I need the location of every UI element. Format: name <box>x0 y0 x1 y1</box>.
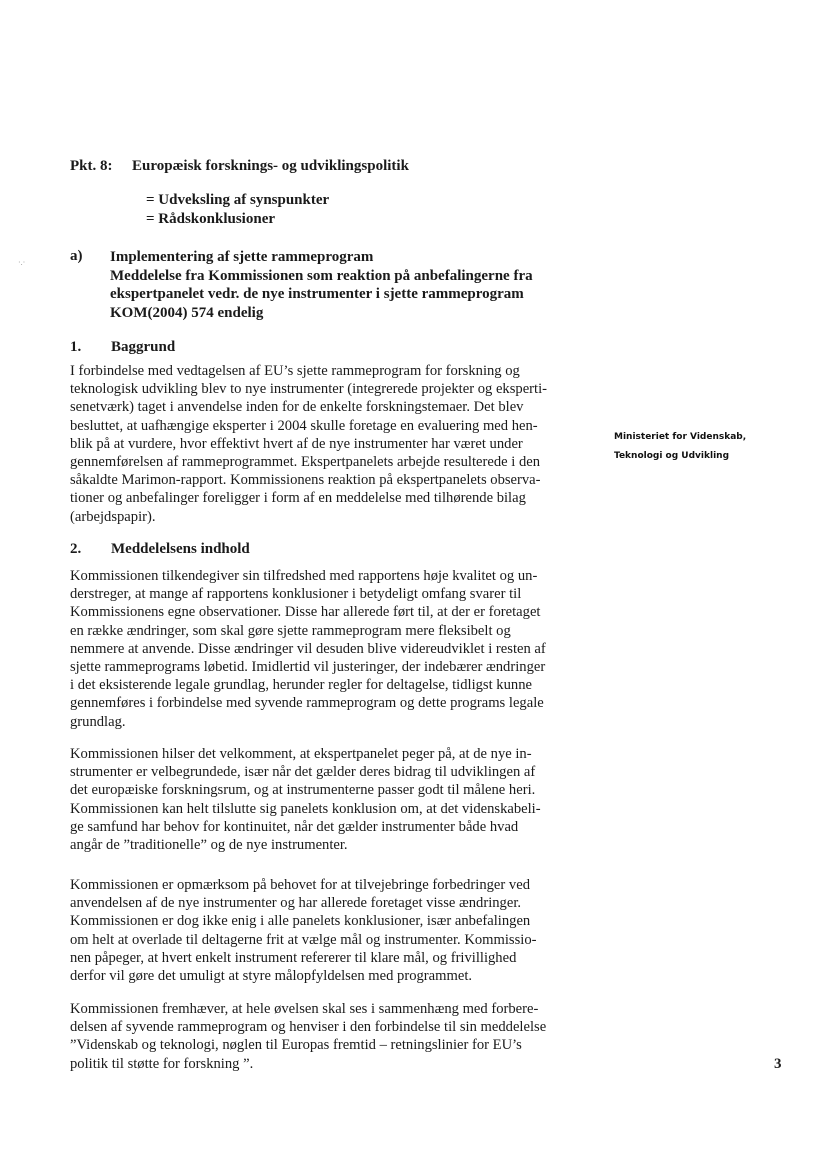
paragraph-line: Kommissionen fremhæver, at hele øvelsen skal ses i sammenhæng med forbere- <box>70 1001 539 1017</box>
page-number: 3 <box>774 1056 782 1072</box>
section-1-heading <box>70 339 470 359</box>
ministry-name-line: Ministeriet for Videnskab, <box>614 432 747 442</box>
section-a-line: ekspertpanelet vedr. de nye instrumenter i sjette rammeprogram <box>110 286 524 302</box>
paragraph-line: om helt at overlade til deltagerne frit at vælge mål og instrumenter. Kommissio- <box>70 931 537 948</box>
section-2-title: Meddelelsens indhold <box>111 541 250 557</box>
section-a-line: KOM(2004) 574 endelig <box>110 304 264 321</box>
section-1-number: 1. <box>70 339 82 355</box>
ministry-sidebar <box>614 428 746 466</box>
paragraph-line: nen påpeger, at hvert enkelt instrument refererer til klare mål, og frivillighed <box>70 949 517 966</box>
paragraph-line: (arbejdspapir). <box>70 508 156 525</box>
section-a-line: Meddelelse fra Kommissionen som reaktion på anbefalingerne fra <box>110 267 533 284</box>
paragraph-line: I forbindelse med vedtagelsen af EU’s sjette rammeprogram for forskning og <box>70 363 520 379</box>
paragraph-line: gennemførelsen af rammeprogrammet. Ekspertpanelets arbejde resulterede i den <box>70 454 541 471</box>
agenda-item-heading <box>70 158 409 175</box>
paragraph-line: besluttet, at uafhængige eksperter i 2004 skulle foretage en evaluering med hen- <box>70 417 538 434</box>
paragraph-line: Kommissionen er opmærksom på behovet for at tilvejebringe forbedringer ved <box>70 877 530 893</box>
section-2-paragraph-1 <box>70 567 610 731</box>
paragraph-line: Kommissionen er dog ikke enig i alle panelets konklusioner, især anbefalingen <box>70 913 531 930</box>
paragraph-line: Kommissionens egne observationer. Disse har allerede ført til, at der er foretaget <box>70 604 541 621</box>
paragraph-line: politik til støtte for forskning ”. <box>70 1055 254 1072</box>
paragraph-line: grundlag. <box>70 713 126 730</box>
agenda-item-number: Pkt. 8: <box>70 158 113 174</box>
section-2-paragraph-4 <box>70 1000 610 1073</box>
paragraph-line: ge samfund har behov for kontinuitet, når det gælder instrumenter både hvad <box>70 818 519 835</box>
paragraph-line: anvendelsen af de nye instrumenter og har allerede foretaget visse ændringer. <box>70 895 522 912</box>
agenda-item-title: Europæisk forsknings- og udviklingspolitik <box>132 158 409 174</box>
paragraph-line: sjette rammeprograms løbetid. Imidlertid vil justeringer, der indebærer ændringer <box>70 659 546 676</box>
section-2-heading <box>70 541 470 561</box>
paragraph-line: delsen af syvende rammeprogram og henviser i den forbindelse til sin meddelelse <box>70 1019 547 1036</box>
sub-item-conclusions: = Rådskonklusioner <box>146 211 276 227</box>
paragraph-line: ”Videnskab og teknologi, nøglen til Europas fremtid – retningslinier for EU’s <box>70 1037 522 1054</box>
paragraph-line: tioner og anbefalinger foreligger i form af en meddelelse med tilhørende bilag <box>70 490 526 507</box>
ministry-name-line: Teknologi og Udvikling <box>614 451 730 461</box>
section-a-line: Implementering af sjette rammeprogram <box>110 249 374 265</box>
paragraph-line: angår de ”traditionelle” og de nye instrumenter. <box>70 837 348 854</box>
paragraph-line: nemmere at anvende. Disse ændringer vil desuden blive videreudviklet i resten af <box>70 640 546 657</box>
paragraph-line: gennemføres i forbindelse med syvende rammeprogram og dette programs legale <box>70 695 544 712</box>
paragraph-line: derstreger, at mange af rapportens konklusioner i betydeligt omfang svarer til <box>70 586 522 603</box>
section-a-title <box>110 248 580 322</box>
sub-item-exchange: = Udveksling af synspunkter <box>146 192 330 208</box>
paragraph-line: såkaldte Marimon-rapport. Kommissionens reaktion på ekspertpanelets observa- <box>70 472 541 489</box>
scan-speck: ·.· <box>18 258 26 267</box>
section-1-title: Baggrund <box>111 339 176 355</box>
paragraph-line: blik på at vurdere, hvor effektivt hvert af de nye instrumenter har været under <box>70 435 523 452</box>
paragraph-line: Kommissionen tilkendegiver sin tilfredshed med rapportens høje kvalitet og un- <box>70 568 538 584</box>
section-2-number: 2. <box>70 541 82 557</box>
paragraph-line: Kommissionen hilser det velkomment, at ekspertpanelet peger på, at de nye in- <box>70 746 532 762</box>
paragraph-line: det europæiske forskningsrum, og at instrumenterne passer godt til målene heri. <box>70 782 536 799</box>
section-2-paragraph-2 <box>70 745 610 854</box>
paragraph-line: derfor vil gøre det umuligt at styre målopfyldelsen med programmet. <box>70 968 473 985</box>
paragraph-line: senetværk) taget i anvendelse inden for de enkelte forskningstemaer. Det blev <box>70 399 524 416</box>
paragraph-line: i det eksisterende legale grundlag, herunder regler for deltagelse, tidligst kunne <box>70 677 532 694</box>
section-a-label: a) <box>70 248 83 264</box>
paragraph-line: en række ændringer, som skal gøre sjette rammeprogram mere fleksibelt og <box>70 622 511 639</box>
section-2-paragraph-3 <box>70 876 610 985</box>
section-1-paragraph <box>70 362 610 526</box>
paragraph-line: strumenter er velbegrundede, især når det gælder deres bidrag til udviklingen af <box>70 764 536 781</box>
paragraph-line: Kommissionen kan helt tilslutte sig panelets konklusion om, at det videnskabeli- <box>70 800 541 817</box>
paragraph-line: teknologisk udvikling blev to nye instrumenter (integrerede projekter og eksperti- <box>70 381 548 398</box>
